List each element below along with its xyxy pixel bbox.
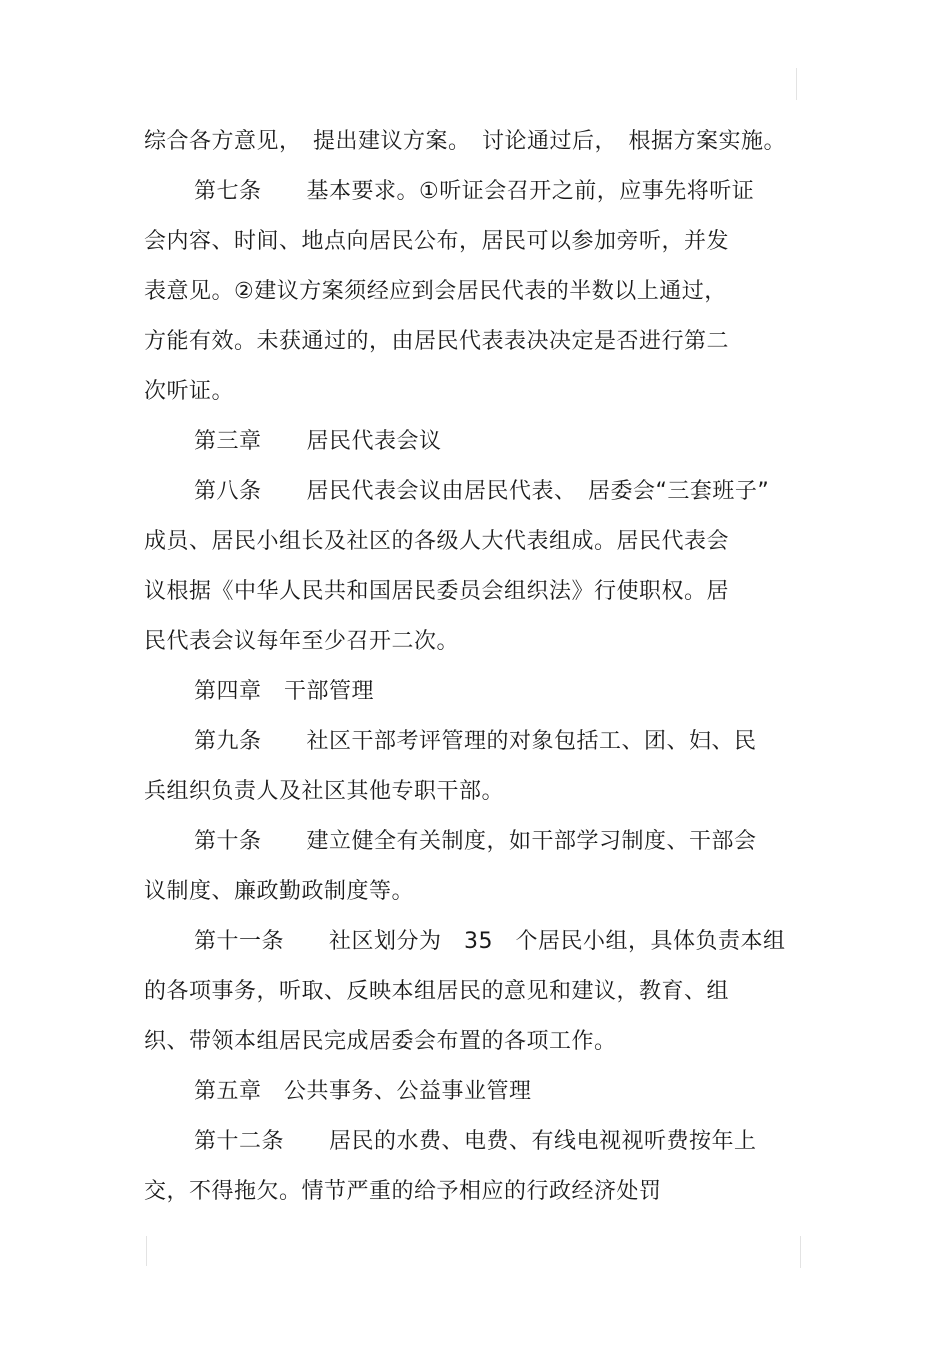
margin-mark-bottom-left [146,1236,147,1266]
text-line: 议制度、廉政勤政制度等。 [144,879,415,904]
chapter-3-heading: 第三章 居民代表会议 [194,429,442,454]
text-line: 综合各方意见， 提出建议方案。 讨论通过后， 根据方案实施。 [144,129,787,154]
article-9-heading: 第九条 社区干部考评管理的对象包括工、团、妇、民 [194,729,757,754]
text-line: 成员、居民小组长及社区的各级人大代表组成。居民代表会 [144,529,730,554]
margin-mark-top-right [796,68,797,100]
chapter-5-heading: 第五章 公共事务、公益事业管理 [194,1079,532,1104]
text-line: 议根据《中华人民共和国居民委员会组织法》行使职权。居 [144,579,730,604]
text-line: 兵组织负责人及社区其他专职干部。 [144,779,505,804]
text-line: 织、带领本组居民完成居委会布置的各项工作。 [144,1029,617,1054]
article-10-heading: 第十条 建立健全有关制度，如干部学习制度、干部会 [194,829,757,854]
margin-mark-bottom-right [800,1236,801,1268]
text-line: 表意见。②建议方案须经应到会居民代表的半数以上通过， [144,279,727,304]
article-8-heading: 第八条 居民代表会议由居民代表、 居委会“三套班子” [194,479,770,504]
chapter-4-heading: 第四章 干部管理 [194,679,375,704]
text-line: 次听证。 [144,379,235,404]
article-12-heading: 第十二条 居民的水费、电费、有线电视视听费按年上 [194,1129,757,1154]
text-line: 会内容、时间、地点向居民公布，居民可以参加旁听，并发 [144,229,730,254]
text-line: 交，不得拖欠。情节严重的给予相应的行政经济处罚 [144,1179,662,1204]
text-line: 方能有效。未获通过的，由居民代表表决决定是否进行第二 [144,329,730,354]
text-line: 的各项事务，听取、反映本组居民的意见和建议，教育、组 [144,979,730,1004]
text-line: 民代表会议每年至少召开二次。 [144,629,460,654]
article-7-heading: 第七条 基本要求。①听证会召开之前，应事先将听证 [194,179,755,204]
article-11-heading: 第十一条 社区划分为 35 个居民小组，具体负责本组 [194,929,786,954]
